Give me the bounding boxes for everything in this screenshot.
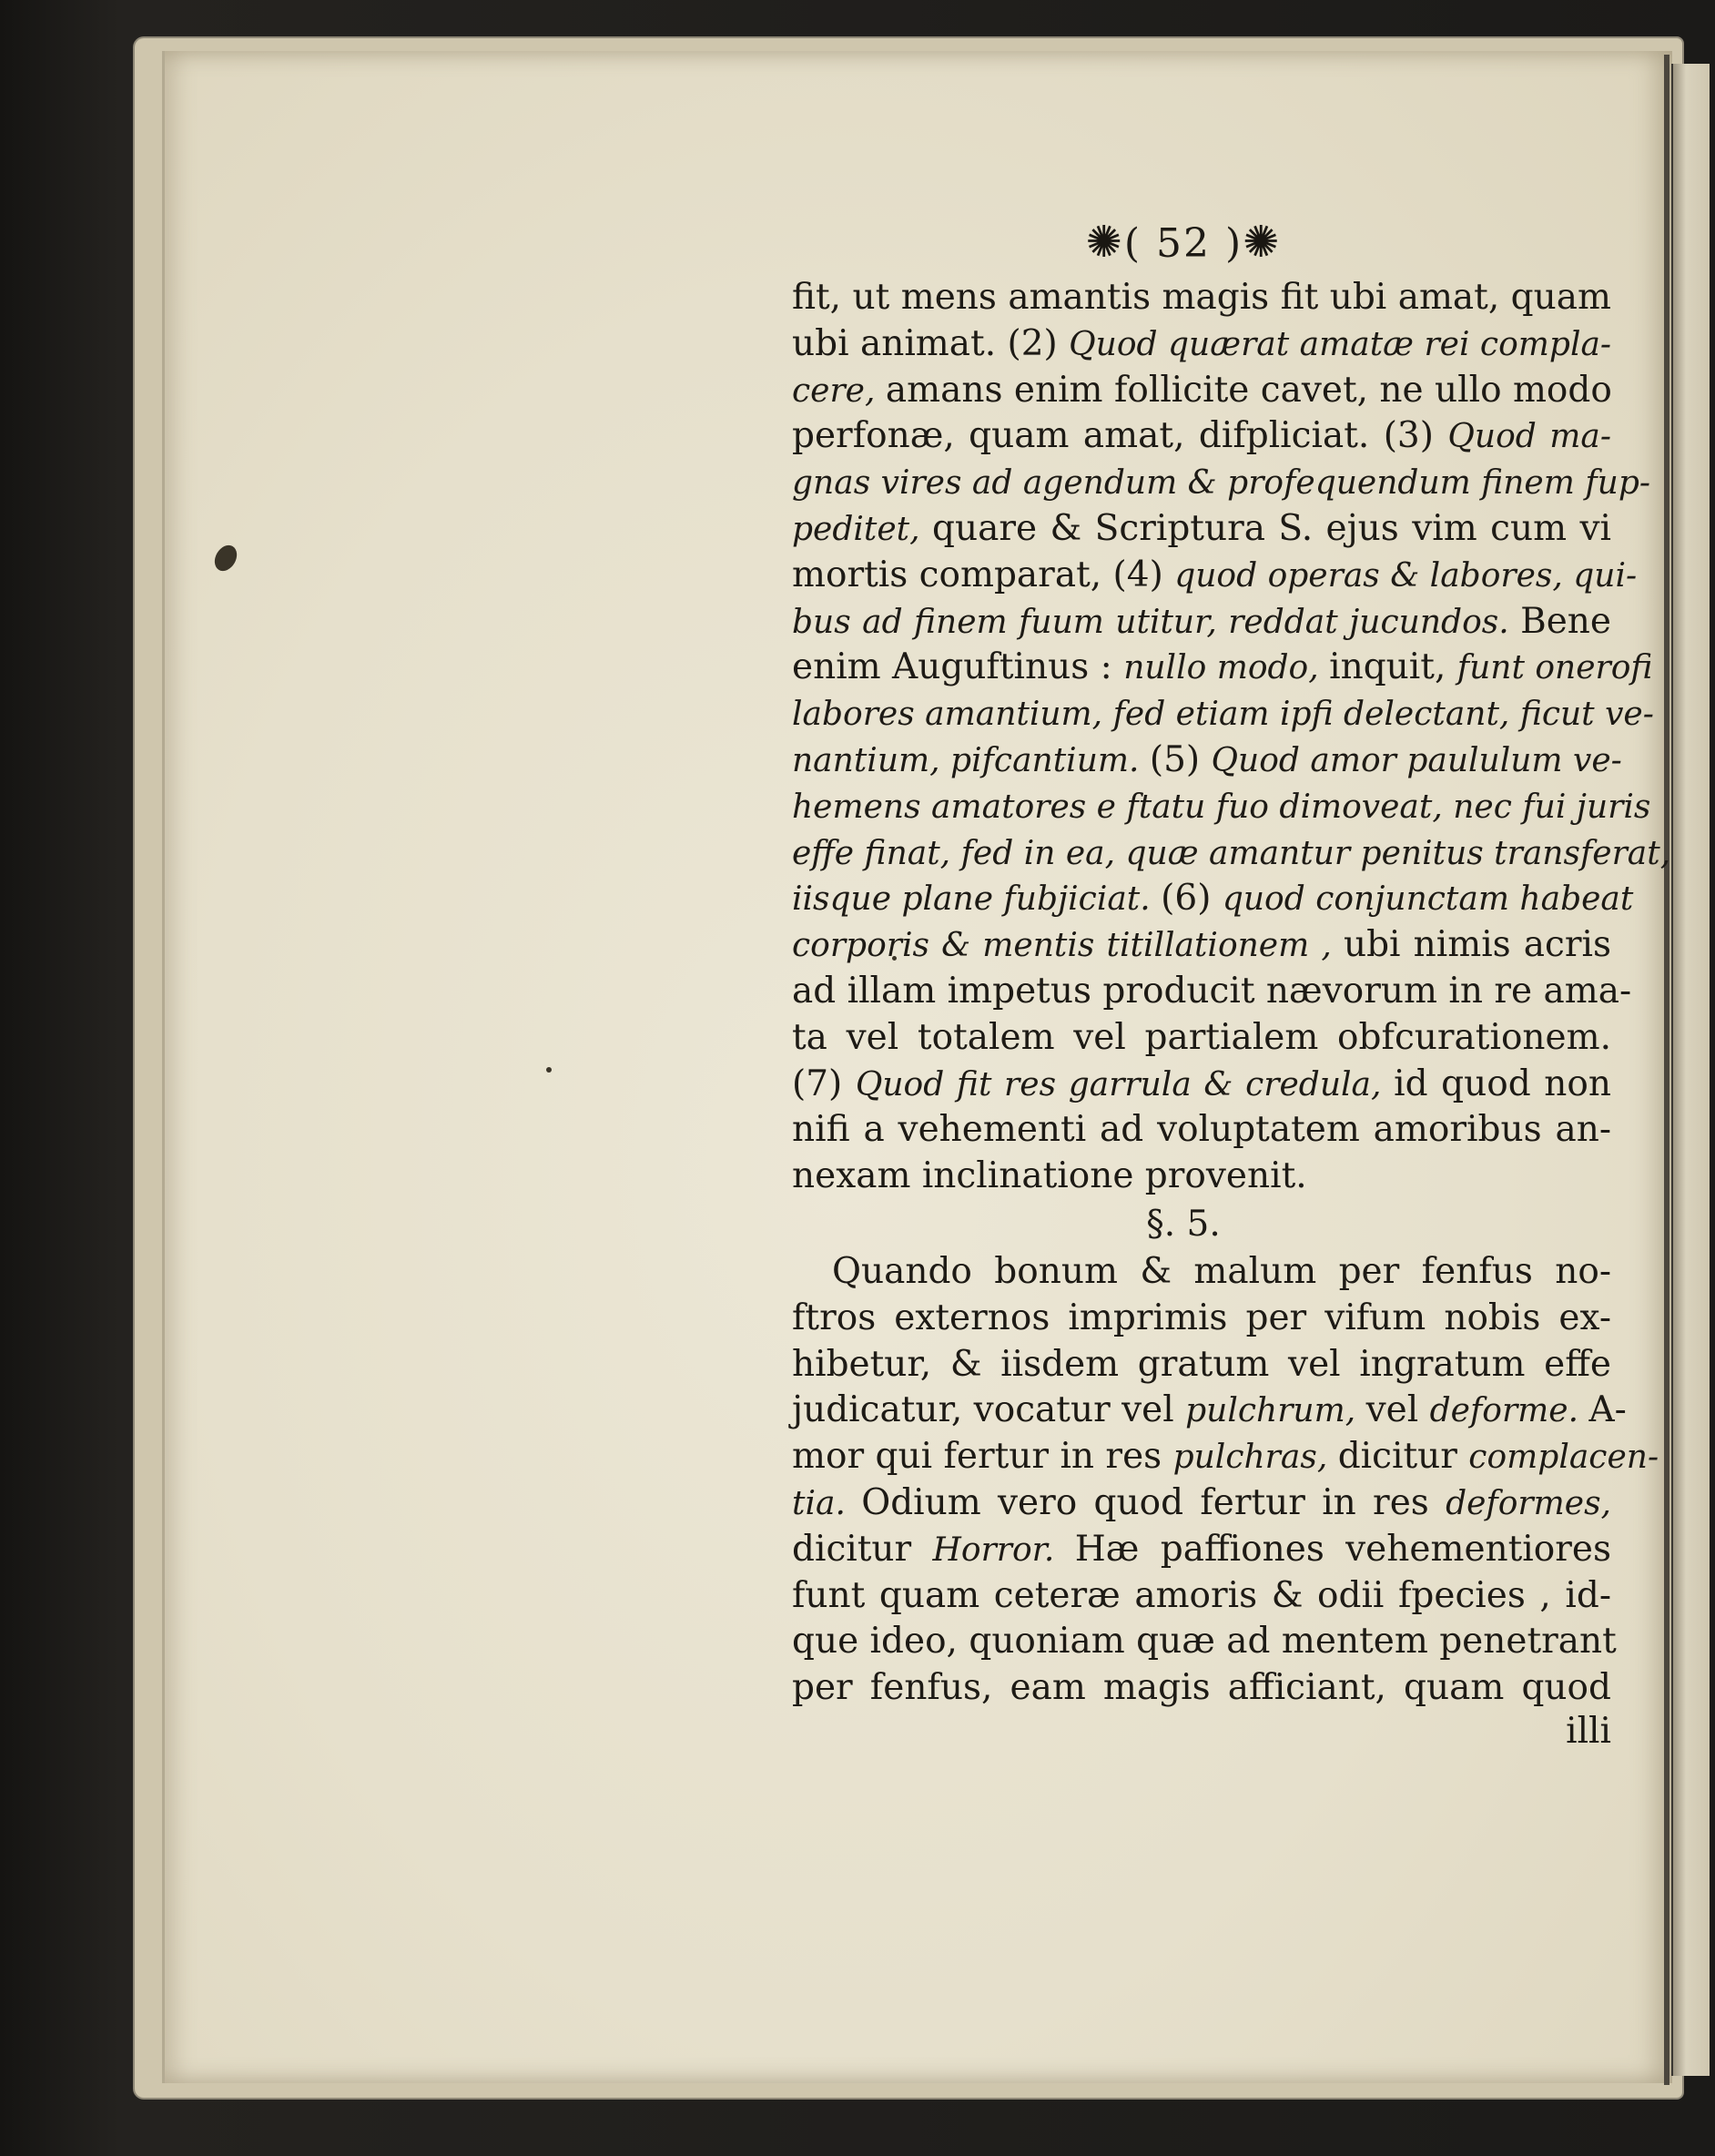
text-line: [792, 691, 1654, 737]
text-line: [792, 1619, 1617, 1665]
roman-text: (6): [1161, 878, 1223, 920]
roman-text: dicitur: [792, 1528, 933, 1570]
roman-text: ftros externos imprimis per vifum nobis ex-: [792, 1297, 1611, 1338]
text-line: [792, 1480, 1611, 1527]
italic-text: pulchrum,: [1185, 1392, 1366, 1430]
roman-text: judicatur, vocatur vel: [792, 1389, 1186, 1431]
text-line: [792, 413, 1611, 460]
italic-text: iisque plane fubjiciat.: [792, 880, 1162, 919]
facing-page-edge: [1671, 64, 1710, 2076]
roman-text: mor qui fertur in res: [792, 1436, 1173, 1478]
roman-text: dicitur: [1337, 1436, 1469, 1478]
text-line: [792, 506, 1611, 553]
text-line: [792, 368, 1611, 414]
text-line: [792, 275, 1611, 321]
roman-text: perfonæ, quam amat, difpliciat. (3): [792, 415, 1448, 457]
italic-text: hemens amatores e ftatu fuo dimoveat, nec fui juris: [792, 788, 1651, 826]
italic-text: complacen-: [1468, 1439, 1659, 1477]
catchword: illi: [1566, 1710, 1611, 1752]
text-line: [792, 553, 1638, 599]
roman-text: Quando bonum & malum per fenfus no-: [832, 1250, 1611, 1292]
italic-text: pulchras,: [1172, 1439, 1338, 1477]
text-line: [792, 1527, 1611, 1573]
text-line: [792, 321, 1611, 368]
flower-ornament-icon: ✺: [1243, 217, 1282, 268]
italic-text: Quod quærat amatæ rei compla-: [1069, 325, 1612, 363]
italic-text: effe finat, fed in ea, quæ amantur penitus transferat,: [792, 834, 1671, 872]
text-line: [792, 1107, 1611, 1154]
italic-text: bus ad finem fuum utitur, reddat jucundos.: [792, 603, 1521, 641]
italic-text: peditet,: [792, 510, 933, 548]
roman-text: ta vel totalem vel partialem obfcurationem.: [792, 1016, 1611, 1058]
roman-text: Bene: [1520, 600, 1611, 642]
roman-text: inquit,: [1329, 646, 1457, 688]
roman-text: Hæ paffiones vehementiores: [1074, 1528, 1611, 1570]
text-line: [792, 922, 1611, 969]
text-line: [792, 1015, 1611, 1062]
text-line: [792, 1296, 1611, 1342]
roman-text: nifi a vehementi ad voluptatem amoribus an-: [792, 1109, 1611, 1151]
page-header: [756, 209, 1611, 275]
italic-text: tia.: [792, 1484, 862, 1522]
italic-text: Quod fit res garrula & credula,: [855, 1065, 1395, 1103]
text-line: [792, 1062, 1611, 1108]
text-line: [792, 737, 1622, 784]
roman-text: enim Auguftinus :: [792, 646, 1124, 688]
italic-text: nantium, pifcantium.: [792, 741, 1150, 779]
roman-text: A-: [1588, 1389, 1627, 1431]
roman-text: (7): [792, 1063, 856, 1104]
page-text: [792, 209, 1671, 1752]
roman-text: mortis comparat, (4): [792, 554, 1175, 595]
flower-ornament-icon: ✺: [1085, 217, 1124, 268]
roman-text: ad illam impetus producit nævorum in re ama-: [792, 970, 1632, 1012]
text-line: [792, 830, 1671, 877]
text-line: [792, 784, 1651, 830]
text-line: [792, 460, 1651, 506]
italic-text: Quod amor paululum ve-: [1211, 741, 1622, 779]
roman-text: per fenfus, eam magis afficiant, quam quod: [792, 1667, 1611, 1709]
roman-text: vel: [1365, 1389, 1430, 1431]
paper-speck: [546, 1067, 552, 1073]
text-line: [792, 1665, 1611, 1712]
italic-text: quod conjunctam habeat: [1222, 880, 1634, 919]
roman-text: (5): [1149, 738, 1212, 780]
italic-text: nullo modo,: [1123, 649, 1330, 687]
text-line: [792, 876, 1634, 922]
roman-text: id quod non: [1394, 1063, 1611, 1104]
roman-text: ubi nimis acris: [1343, 924, 1611, 966]
italic-text: corporis & mentis titillationem ,: [792, 927, 1344, 965]
text-line: [792, 1434, 1659, 1480]
text-line: [792, 645, 1653, 691]
text-line: [792, 969, 1632, 1015]
italic-text: funt onerofi: [1456, 649, 1653, 687]
text-line: [792, 1342, 1611, 1388]
page-number: ( 52 ): [1123, 220, 1243, 267]
italic-text: quod operas & labores, qui-: [1174, 556, 1638, 595]
italic-text: deformes,: [1446, 1484, 1611, 1522]
roman-text: funt quam ceteræ amoris & odii fpecies , id-: [792, 1574, 1611, 1616]
paragraph-section-4-end: [792, 275, 1671, 1200]
text-line: [792, 1573, 1611, 1620]
italic-text: Quod ma-: [1447, 418, 1612, 456]
text-line: [792, 1154, 1611, 1200]
italic-text: cere,: [792, 371, 886, 410]
italic-text: deforme.: [1429, 1392, 1589, 1430]
roman-text: fit, ut mens amantis magis fit ubi amat, quam: [792, 277, 1611, 318]
roman-text: que ideo, quoniam quæ ad mentem penetrant: [792, 1621, 1617, 1663]
roman-text: amans enim follicite cavet, ne ullo modo: [885, 369, 1612, 411]
roman-text: hibetur, & iisdem gratum vel ingratum effe: [792, 1343, 1611, 1385]
italic-text: Horror.: [932, 1531, 1075, 1569]
text-line: [792, 1388, 1627, 1434]
italic-text: labores amantium, fed etiam ipfi delectant, ficut ve-: [792, 696, 1654, 734]
text-line: [792, 599, 1611, 646]
roman-text: Odium vero quod fertur in res: [861, 1481, 1446, 1523]
italic-text: gnas vires ad agendum & profequendum finem fup-: [792, 464, 1651, 503]
section-mark: §. 5.: [1146, 1203, 1221, 1245]
roman-text: ubi animat. (2): [792, 322, 1070, 364]
text-line: [792, 1249, 1611, 1296]
paragraph-section-5: [792, 1249, 1659, 1712]
book-gutter: [1664, 55, 1669, 2085]
roman-text: quare & Scriptura S. ejus vim cum vi: [932, 507, 1611, 549]
roman-text: nexam inclinatione provenit.: [792, 1155, 1307, 1197]
